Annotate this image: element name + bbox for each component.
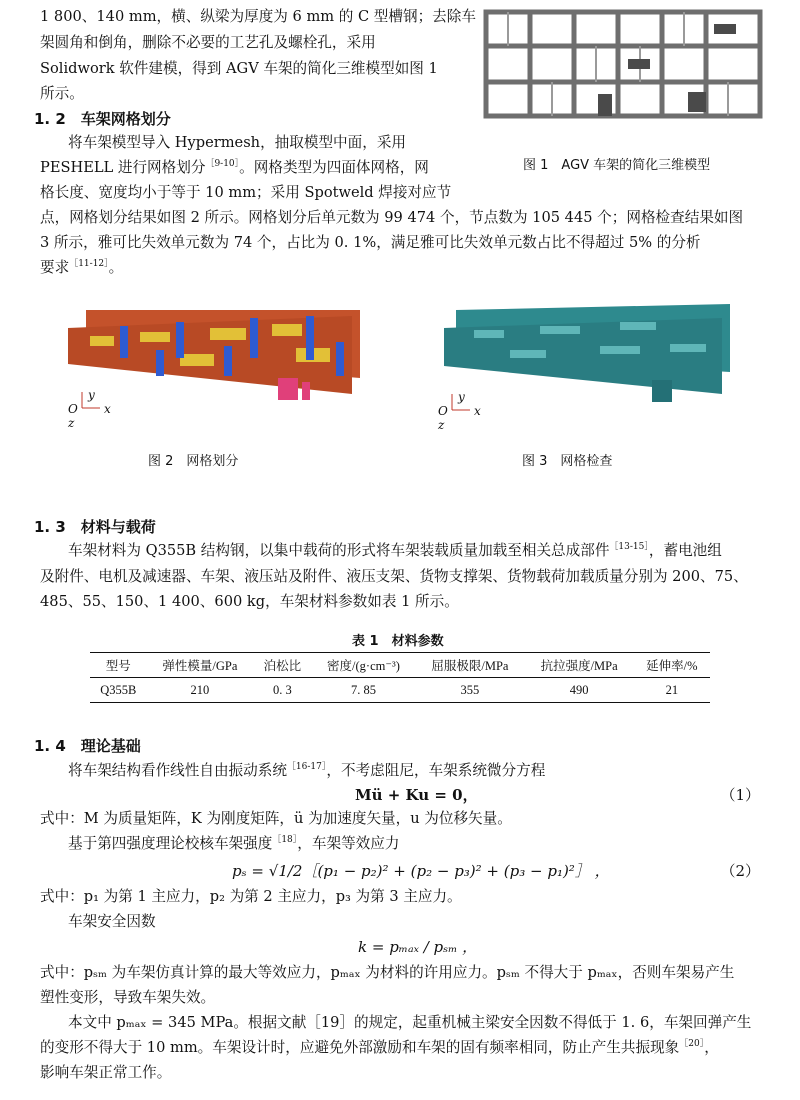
table-header-elastic-modulus: 弹性模量/GPa [162, 659, 238, 673]
s14-line-1-text: 将车架结构看作线性自由振动系统 [68, 762, 287, 779]
figure-1-caption: 图 1 AGV 车架的简化三维模型 [523, 158, 711, 173]
table-header-yield-limit: 屈服极限/MPa [431, 659, 509, 673]
fig2-yellow-panel [272, 324, 302, 336]
fig2-axis-x-label: x [104, 402, 111, 416]
table-header-elongation: 延伸率/% [646, 659, 698, 673]
citation-9-10: ［9-10］ [205, 159, 240, 169]
citation-18: ［18］ [272, 835, 298, 845]
s14-line-3 [68, 833, 399, 855]
fig3-axis-y-label: y [458, 390, 465, 404]
equation-3: k = pₘₐₓ / pₛₘ ， [358, 938, 478, 956]
table-cell-poisson-ratio: 0. 3 [273, 682, 292, 697]
s12-line-6-tail: 。 [108, 259, 124, 276]
s14-line-8: 本文中 pₘₐₓ = 345 MPa。根据文献［19］的规定，起重机械主梁安全因数不得低于 1. 6，车架回弹产生 [68, 1014, 752, 1031]
fig2-blue-rib [306, 316, 314, 360]
s14-line-9-text: 的变形不得大于 10 mm。车架设计时，应避免外部激励和车架的固有频率相同，防止产生共振现象 [40, 1039, 680, 1056]
equation-2-number: （2） [720, 862, 760, 880]
table-1-caption: 表 1 材料参数 [352, 634, 444, 649]
s13-line-1-tail: ，蓄电池组 [648, 542, 722, 559]
table-cell-elastic-modulus: 210 [190, 682, 210, 697]
fig1-block [628, 59, 650, 69]
s14-line-3-tail: ，车架等效应力 [297, 835, 400, 852]
s14-line-4: 式中：p₁ 为第 1 主应力，p₂ 为第 2 主应力，p₃ 为第 3 主应力。 [40, 888, 462, 905]
s12-line-2 [40, 157, 429, 179]
table-header-row [90, 653, 710, 678]
s12-line-4: 点，网格划分结果如图 2 所示。网格划分后单元数为 99 474 个，节点数为 105 445 个；网格检查结果如图 [40, 209, 744, 226]
figure-3-caption: 图 3 网格检查 [522, 454, 613, 469]
figure-1-frame-model [478, 4, 768, 124]
citation-13-15: ［13-15］ [609, 542, 649, 552]
figure-2-svg [60, 298, 380, 438]
fig2-axis-z-label: z [68, 416, 75, 430]
s14-line-3-text: 基于第四强度理论校核车架强度 [68, 835, 273, 852]
fig2-yellow-panel [210, 328, 246, 340]
fig2-yellow-panel [180, 354, 214, 366]
figure-2-mesh-model [60, 298, 380, 438]
s12-line-1: 将车架模型导入 Hypermesh，抽取模型中面，采用 [68, 134, 407, 151]
intro-line-4: 所示。 [40, 85, 84, 102]
s14-line-9 [40, 1037, 719, 1059]
fig2-axis-origin-label: O [68, 402, 78, 416]
fig2-blue-rib [336, 342, 344, 376]
fig3-light-cell [474, 330, 504, 338]
table-header-poisson-ratio: 泊松比 [263, 659, 302, 673]
s14-line-7: 塑性变形，导致车架失效。 [40, 989, 216, 1006]
citation-16-17: ［16-17］ [286, 762, 327, 772]
fig2-yellow-panel [90, 336, 114, 346]
figure-1-svg [478, 4, 768, 124]
table-header-density: 密度/(g·cm⁻³) [327, 659, 400, 673]
s13-line-1-text: 车架材料为 Q355B 结构钢，以集中载荷的形式将车架装载质量加载至相关总成部件 [68, 542, 610, 559]
s14-line-1 [68, 760, 545, 782]
s14-line-2: 式中：M 为质量矩阵，K 为刚度矩阵，ü 为加速度矢量，u 为位移矢量。 [40, 810, 512, 827]
fig3-light-cell [600, 346, 640, 354]
figure-2-caption: 图 2 网格划分 [148, 454, 239, 469]
figure-3-svg [430, 300, 750, 440]
intro-line-1: 1 800、140 mm，横、纵梁为厚度为 6 mm 的 C 型槽钢；去除车 [40, 8, 476, 25]
s13-line-1 [68, 540, 722, 562]
fig1-block [714, 24, 736, 34]
fig2-pink-support [302, 382, 310, 400]
fig2-pink-support [278, 378, 298, 400]
s14-line-9-tail: ， [704, 1039, 719, 1056]
s12-line-6 [40, 257, 123, 279]
fig1-block [688, 92, 706, 112]
fig3-lower-plate [444, 318, 722, 394]
s13-line-3: 485、55、150、1 400、600 kg，车架材料参数如表 1 所示。 [40, 593, 459, 610]
s12-line-2-text: PESHELL 进行网格划分 [40, 159, 206, 176]
s14-line-10: 影响车架正常工作。 [40, 1064, 172, 1081]
fig2-blue-rib [224, 346, 232, 376]
section-1-4-heading: 1. 4 理论基础 [34, 737, 141, 755]
equation-1-number: （1） [720, 786, 760, 804]
table-row [90, 678, 710, 703]
fig2-blue-rib [250, 318, 258, 358]
table-header-model: 型号 [105, 659, 131, 673]
citation-11-12: ［11-12］ [69, 259, 109, 269]
table-cell-model: Q355B [100, 682, 137, 697]
s13-line-2: 及附件、电机及减速器、车架、液压站及附件、液压支架、货物支撑架、货物载荷加载质量分别为 200、75、 [40, 568, 748, 585]
fig2-yellow-panel [140, 332, 170, 342]
fig3-axis-origin-label: O [438, 404, 448, 418]
table-cell-yield-limit: 355 [460, 682, 480, 697]
equation-1: Mü + Ku = 0， [355, 786, 478, 804]
s12-line-2-tail: 。网格类型为四面体网格，网 [239, 159, 429, 176]
s14-line-6: 式中：pₛₘ 为车架仿真计算的最大等效应力，pₘₐₓ 为材料的许用应力。pₛₘ 不得大于 pₘₐₓ，否则车架易产生 [40, 964, 735, 981]
s14-line-1-tail: ，不考虑阻尼，车架系统微分方程 [326, 762, 546, 779]
section-1-2-heading: 1. 2 车架网格划分 [34, 110, 171, 128]
table-header-tensile-strength: 抗拉强度/MPa [540, 659, 618, 673]
fig2-blue-rib [120, 326, 128, 358]
fig3-light-cell [670, 344, 706, 352]
table-cell-elongation: 21 [665, 682, 679, 697]
citation-20: ［20］ [679, 1039, 705, 1049]
fig3-support [652, 380, 672, 402]
s12-line-6-text: 要求 [40, 259, 70, 276]
fig2-blue-rib [176, 322, 184, 358]
fig3-axis-z-label: z [438, 418, 445, 432]
s12-line-3: 格长度、宽度均小于等于 10 mm；采用 Spotweld 焊接对应节 [40, 184, 452, 201]
fig2-blue-rib [156, 350, 164, 376]
section-1-3-heading: 1. 3 材料与载荷 [34, 518, 156, 536]
fig1-block [598, 94, 612, 116]
equation-2: pₛ = √1/2［(p₁ − p₂)² + (p₂ − p₃)² + (p₃ − p₁)²］ ， [232, 862, 610, 880]
s12-line-5: 3 所示，雅可比失效单元数为 74 个，占比为 0. 1%，满足雅可比失效单元数占比不得超过 5% 的分析 [40, 234, 701, 251]
table-cell-tensile-strength: 490 [569, 682, 589, 697]
table-cell-density: 7. 85 [350, 682, 376, 697]
figure-3-mesh-check [430, 300, 750, 440]
intro-line-3: Solidwork 软件建模，得到 AGV 车架的简化三维模型如图 1 [40, 60, 438, 77]
fig3-axis-x-label: x [474, 404, 481, 418]
materials-table [90, 652, 710, 703]
fig3-light-cell [540, 326, 580, 334]
s14-line-5: 车架安全因数 [68, 913, 156, 930]
fig2-axis-y-label: y [88, 388, 95, 402]
fig3-light-cell [510, 350, 546, 358]
intro-line-2: 架圆角和倒角，删除不必要的工艺孔及螺栓孔，采用 [40, 34, 376, 51]
fig3-light-cell [620, 322, 656, 330]
